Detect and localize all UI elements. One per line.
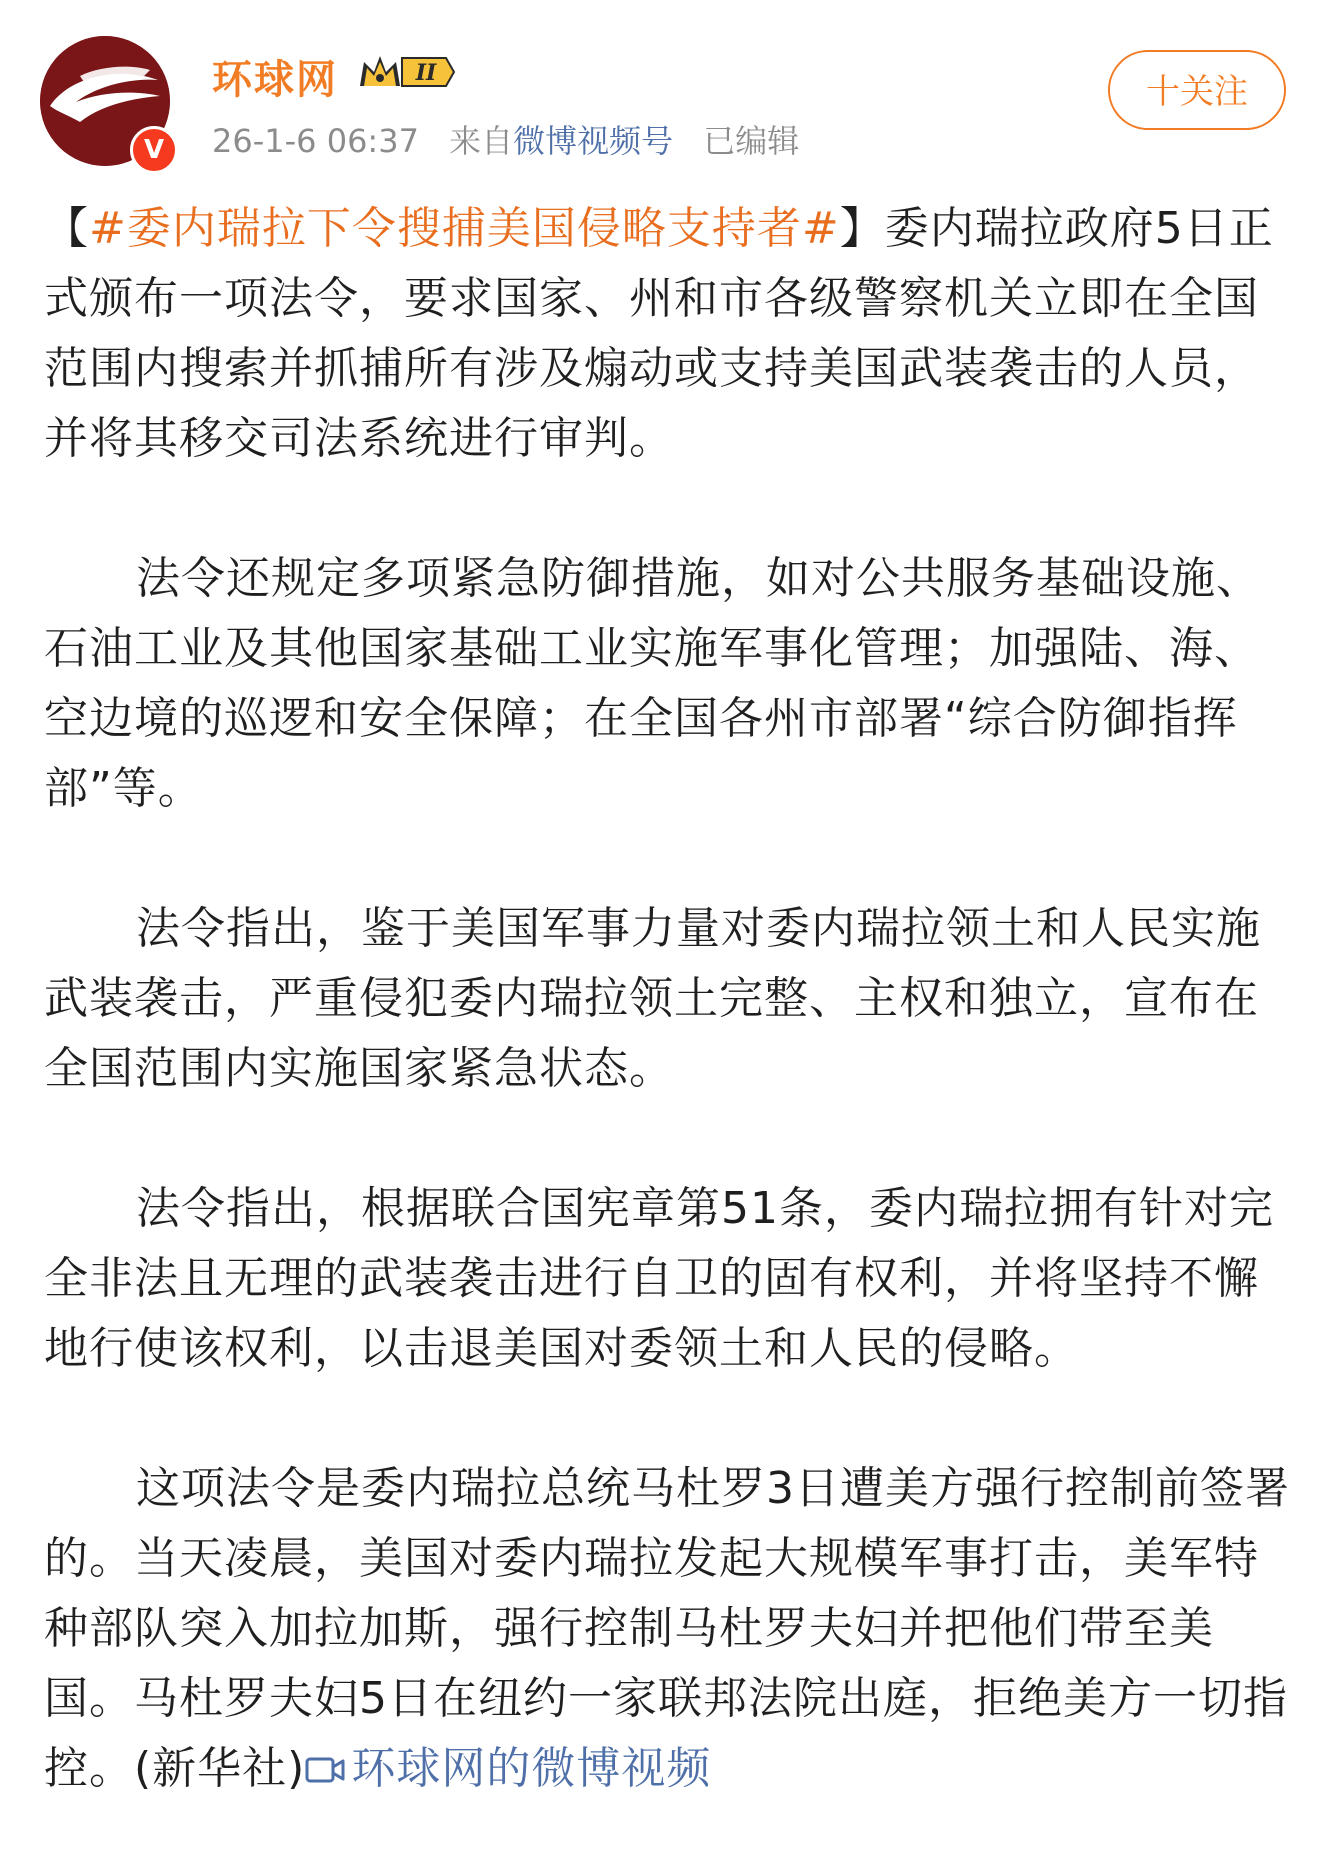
paragraph-4: 法令指出，根据联合国宪章第51条，委内瑞拉拥有针对完全非法且无理的武装袭击进行自卫的固有权利，并将坚持不懈地行使该权利，以击退美国对委领土和人民的侵略。: [44, 1183, 1274, 1374]
edited-label: 已编辑: [703, 122, 800, 160]
hashtag-bracket-open: 【: [44, 203, 89, 254]
hashtag-bracket-close: 】: [839, 203, 885, 254]
user-name[interactable]: 环球网: [212, 57, 338, 103]
paragraph-2: 法令还规定多项紧急防御措施，如对公共服务基础设施、石油工业及其他国家基础工业实施军事化管理；加强陆、海、空边境的巡逻和安全保障；在全国各州市部署“综合防御指挥部”等。: [44, 553, 1261, 814]
video-link[interactable]: [305, 1743, 711, 1794]
paragraph-3: 法令指出，鉴于美国军事力量对委内瑞拉领土和人民实施武装袭击，严重侵犯委内瑞拉领土完整、主权和独立，宣布在全国范围内实施国家紧急状态。: [44, 903, 1261, 1094]
paragraph-5-text: 这项法令是委内瑞拉总统马杜罗3日遭美方强行控制前签署的。当天凌晨，美国对委内瑞拉发起大规模军事打击，美军特种部队突入加拉加斯，强行控制马杜罗夫妇并把他们带至美国。马杜罗夫妇5日在纽约一家联邦法院出庭，拒绝美方一切指控。(新华社): [44, 1463, 1290, 1794]
crown-icon[interactable]: [356, 50, 456, 98]
paragraph-5: [44, 1454, 1294, 1804]
video-link-label[interactable]: 环球网的微博视频: [351, 1743, 712, 1794]
source-prefix: 来自: [449, 122, 514, 160]
source-link[interactable]: 微博视频号: [513, 122, 674, 160]
verified-v-icon: V: [130, 126, 178, 174]
paragraph-1: [44, 194, 1294, 474]
follow-button[interactable]: 十关注: [1108, 50, 1286, 130]
paragraph-1-text: 委内瑞拉政府5日正式颁布一项法令，要求国家、州和市各级警察机关立即在全国范围内搜索并抓捕所有涉及煽动或支持美国武装袭击的人员，并将其移交司法系统进行审判。: [44, 203, 1274, 464]
post-timestamp: 26-1-6 06:37: [212, 122, 419, 160]
topic-hashtag[interactable]: #委内瑞拉下令搜捕美国侵略支持者#: [89, 203, 840, 254]
post-meta: [212, 116, 799, 162]
post-content: [44, 194, 1294, 1874]
level-badge-text: II: [415, 60, 437, 86]
post-header: [0, 0, 1320, 190]
video-camera-icon: [305, 1753, 345, 1787]
